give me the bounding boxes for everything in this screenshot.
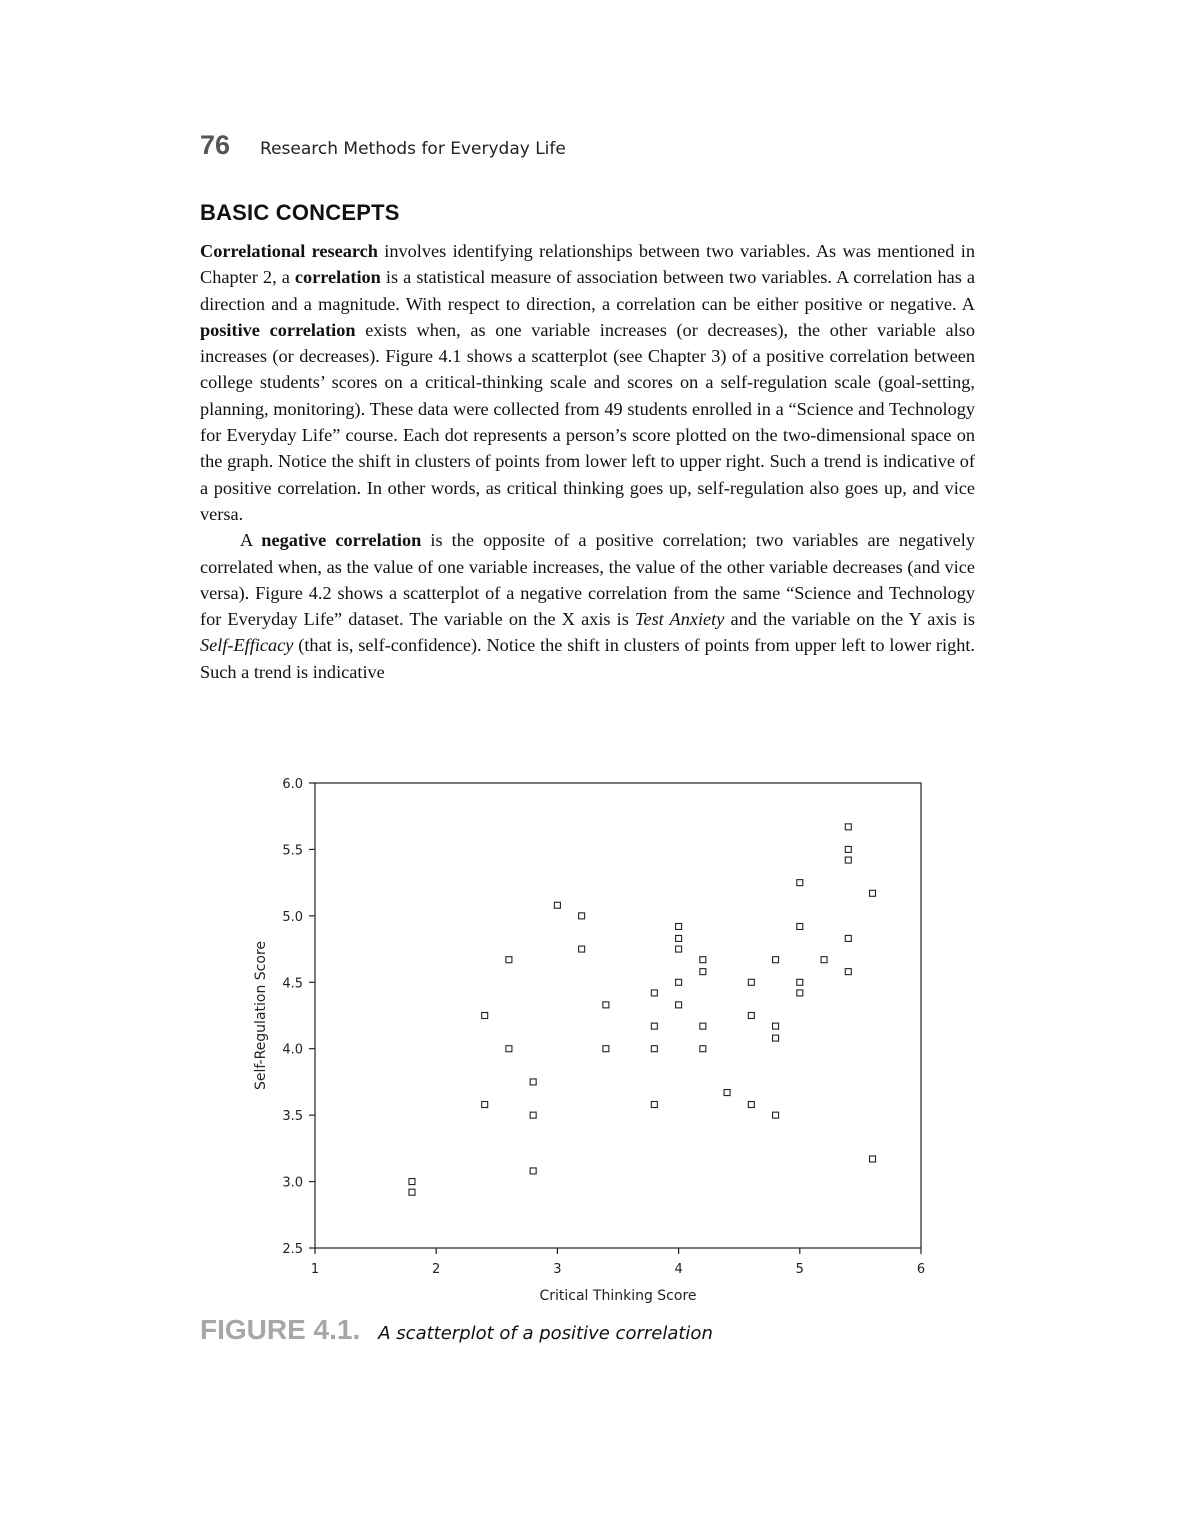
x-tick-label: 1 [310,1262,320,1277]
data-point [773,1112,779,1118]
y-tick-label: 5.5 [282,843,303,859]
data-point [530,1168,536,1174]
data-point [506,1046,512,1052]
x-tick-label: 5 [795,1262,804,1277]
paragraph-text: involves identifying relationships between two variables. As was mentioned in Chapter 2, a [200,241,975,288]
x-tick-label: 2 [432,1262,441,1277]
data-point [409,1179,415,1185]
y-tick-label: 3.5 [282,1109,303,1125]
plot-frame [315,783,921,1248]
data-point [530,1079,536,1085]
data-point [870,1156,876,1162]
data-point [845,824,851,830]
term-correlation: correlation [294,267,381,288]
x-tick-label: 3 [553,1262,562,1277]
data-point [554,902,560,908]
data-point [748,1102,754,1108]
x-tick-label: 4 [674,1262,683,1277]
y-axis-label: Self-Regulation Score [253,940,269,1091]
figure-caption [200,1314,713,1346]
data-point [651,1102,657,1108]
data-point [676,979,682,985]
data-point [773,1023,779,1029]
data-point [506,957,512,963]
data-point [482,1102,488,1108]
data-point [845,846,851,852]
data-point [700,1023,706,1029]
data-point [748,979,754,985]
data-point [845,935,851,941]
data-point [870,890,876,896]
section-heading: BASIC CONCEPTS [200,200,400,225]
data-point [676,1002,682,1008]
data-point [845,857,851,863]
y-tick-label: 4.5 [282,976,303,992]
running-head [200,130,566,161]
term-test-anxiety: Test Anxiety [634,609,725,630]
data-point [773,1035,779,1041]
y-tick-label: 6.0 [282,777,303,792]
data-point [603,1046,609,1052]
scatterplot-figure [245,765,945,1310]
data-point [651,1046,657,1052]
data-point [797,923,803,929]
term-correlational-research: Correlational research [200,241,378,261]
data-point [676,935,682,941]
data-point [409,1189,415,1195]
book-title: Research Methods for Everyday Life [260,139,566,159]
data-point [651,990,657,996]
figure-caption-text: A scatterplot of a positive correlation [378,1323,713,1344]
paragraph-positive-correlation [200,238,975,527]
y-tick-label: 2.5 [282,1242,303,1257]
body-text [200,238,975,685]
page-number: 76 [200,130,231,160]
data-point [773,957,779,963]
data-point [603,1002,609,1008]
paragraph-text: and the variable on the Y axis is [724,609,975,630]
data-point [579,946,585,952]
data-point [748,1013,754,1019]
y-tick-label: 4.0 [282,1042,303,1058]
y-tick-label: 3.0 [282,1175,303,1191]
data-point [676,923,682,929]
data-point [845,969,851,975]
data-point [700,969,706,975]
x-tick-label: 6 [916,1262,926,1277]
x-axis-label: Critical Thinking Score [539,1288,697,1304]
term-positive-correlation: positive correlation [200,319,356,340]
paragraph-text: A [240,530,262,551]
data-point [797,990,803,996]
data-point [797,880,803,886]
data-point [676,946,682,952]
term-negative-correlation: negative correlation [261,530,422,551]
data-point [651,1023,657,1029]
paragraph-text: is the opposite of a positive correlation; two variables are negatively correlated when, as the value of one variable increases, the value of the other variable decreases (and vice versa). Figure 4.2 shows a scatterplot of a negative correlation from the same “Science and Technology for Everyday Life” dataset. The variable on the X axis is [200,530,976,630]
paragraph-text: (that is, self-confidence). Notice the shift in clusters of points from upper left to lower right. Such a trend is indicative [200,635,975,682]
paragraph-text: is a statistical measure of association between two variables. A correlation has a direction and a magnitude. With respect to direction, a correlation can be either positive or negative. A [200,267,976,314]
data-point [700,1046,706,1052]
term-self-efficacy: Self-Efficacy [200,635,294,656]
figure-label: FIGURE 4.1. [200,1314,361,1345]
data-point [530,1112,536,1118]
data-point [724,1090,730,1096]
data-point [700,957,706,963]
paragraph-text: exists when, as one variable increases (or decreases), the other variable also increases (or decreases). Figure 4.1 shows a scatterplot (see Chapter 3) of a positive correlation between college students’ scores on a critical-thinking scale and scores on a self-regulation scale (goal-setting, planning, monitoring). These data were collected from 49 students enrolled in a “Science and Technology for Everyday Life” course. Each dot represents a person’s score plotted on the two-dimensional space on the graph. Notice the shift in clusters of points from lower left to upper right. Such a trend is indicative of a positive correlation. In other words, as critical thinking goes up, self-regulation also goes up, and vice versa. [200,319,975,524]
data-point [821,957,827,963]
paragraph-negative-correlation [200,527,975,685]
data-point [482,1013,488,1019]
data-point [579,913,585,919]
y-tick-label: 5.0 [282,909,303,925]
data-point [797,979,803,985]
